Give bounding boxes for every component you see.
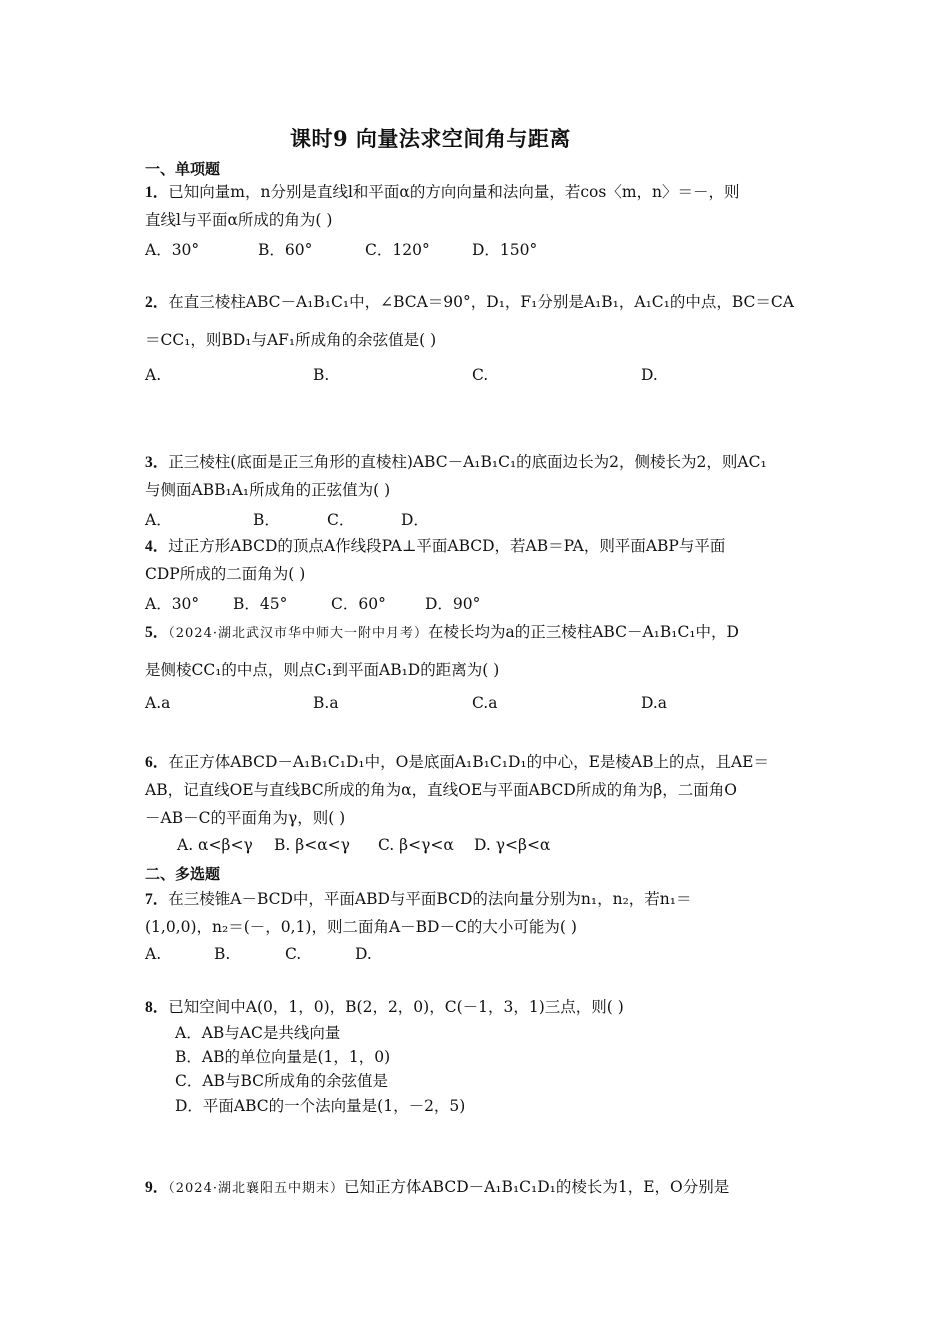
q7-option-d: D.	[355, 945, 372, 963]
question-6-line-3: －AB－C的平面角为γ，则( )	[145, 809, 346, 827]
question-5-line-1	[145, 622, 739, 644]
question-5-text: 在棱长均为a的正三棱柱ABC－A₁B₁C₁中，D	[427, 623, 739, 641]
q4-option-c: C．60°	[331, 595, 386, 613]
question-7-line-2: (1,0,0)，n₂＝(－，0,1)，则二面角A－BD－C的大小可能为( )	[145, 918, 577, 936]
question-3-text: 正三棱柱(底面是正三角形的直棱柱)ABC－A₁B₁C₁的底面边长为2，侧棱长为2，则AC₁	[168, 453, 767, 471]
q8-option-a: A．AB与AC是共线向量	[175, 1024, 341, 1042]
question-3-line-2: 与侧面ABB₁A₁所成角的正弦值为( )	[145, 481, 391, 499]
question-7-line-1	[145, 889, 692, 910]
question-4-line-1	[145, 536, 725, 557]
question-1-text: 已知向量m，n分别是直线l和平面α的方向向量和法向量，若cos〈m，n〉＝－，则	[168, 183, 740, 201]
question-5-source: （2024·湖北武汉市华中师大一附中月考）	[168, 626, 428, 641]
question-6-number: 6．	[145, 754, 169, 771]
q8-option-c: C．AB与BC所成角的余弦值是	[175, 1072, 388, 1090]
page-title: 课时9 向量法求空间角与距离	[290, 126, 571, 151]
question-5-line-2: 是侧棱CC₁的中点，则点C₁到平面AB₁D的距离为( )	[145, 661, 500, 679]
question-2-text: 在直三棱柱ABC－A₁B₁C₁中，∠BCA＝90°，D₁，F₁分别是A₁B₁，A₁C₁的中点，BC＝CA	[168, 293, 794, 311]
q5-option-a: A.a	[145, 694, 171, 712]
question-6-line-1	[145, 752, 769, 773]
q3-option-a: A．	[145, 511, 172, 529]
question-9-line-1	[145, 1177, 729, 1199]
question-4-number: 4．	[145, 538, 169, 555]
q4-option-d: D．90°	[425, 595, 481, 613]
question-1-number: 1．	[145, 184, 169, 201]
q6-option-d: D. γ<β<α	[474, 836, 551, 854]
q6-option-a: A. α<β<γ	[177, 836, 253, 854]
q1-option-b: B．60°	[258, 241, 313, 259]
q1-option-c: C．120°	[365, 241, 430, 259]
question-2-line-1	[145, 292, 794, 313]
q3-option-d: D．	[401, 511, 429, 529]
question-2-line-2: ＝CC₁，则BD₁与AF₁所成角的余弦值是( )	[145, 331, 437, 349]
question-3-number: 3．	[145, 454, 169, 471]
q7-option-c: C.	[285, 945, 302, 963]
question-6-text: 在正方体ABCD－A₁B₁C₁D₁中，O是底面A₁B₁C₁D₁的中心，E是棱AB上的点，且AE＝	[168, 753, 769, 771]
q5-option-b: B.a	[313, 694, 339, 712]
q5-option-c: C.a	[472, 694, 498, 712]
q8-option-d: D．平面ABC的一个法向量是(1，－2，5)	[175, 1097, 466, 1115]
question-8-line-1	[145, 997, 624, 1018]
question-9-text: 已知正方体ABCD－A₁B₁C₁D₁的棱长为1，E，O分别是	[343, 1178, 730, 1196]
question-8-text: 已知空间中A(0，1，0)，B(2，2，0)，C(－1，3，1)三点，则( )	[168, 998, 624, 1016]
q8-option-b: B．AB的单位向量是(1，1，0)	[175, 1048, 391, 1066]
q7-option-b: B.	[214, 945, 231, 963]
question-7-text: 在三棱锥A－BCD中，平面ABD与平面BCD的法向量分别为n₁，n₂，若n₁＝	[168, 890, 692, 908]
q1-option-d: D．150°	[472, 241, 538, 259]
question-3-line-1	[145, 452, 767, 473]
question-1-line-1	[145, 182, 740, 203]
question-9-number: 9．	[145, 1179, 169, 1196]
question-6-line-2: AB，记直线OE与直线BC所成的角为α，直线OE与平面ABCD所成的角为β，二面角O	[145, 781, 737, 799]
question-7-number: 7．	[145, 891, 169, 908]
q6-option-c: C. β<γ<α	[378, 836, 454, 854]
q6-option-b: B. β<α<γ	[274, 836, 350, 854]
question-9-source: （2024·湖北襄阳五中期末）	[168, 1181, 344, 1196]
question-2-number: 2．	[145, 294, 169, 311]
q2-option-a: A.	[145, 366, 162, 384]
question-8-number: 8．	[145, 999, 169, 1016]
question-1-line-2: 直线l与平面α所成的角为( )	[145, 211, 333, 229]
q1-option-a: A．30°	[145, 241, 200, 259]
q3-option-c: C．	[327, 511, 355, 529]
q3-option-b: B．	[253, 511, 280, 529]
q4-option-a: A．30°	[145, 595, 200, 613]
q7-option-a: A.	[145, 945, 162, 963]
section-heading-multi: 二、多选题	[145, 865, 221, 883]
q2-option-c: C.	[472, 366, 489, 384]
q5-option-d: D.a	[641, 694, 668, 712]
section-heading-single: 一、单项题	[145, 160, 221, 178]
q2-option-d: D.	[641, 366, 658, 384]
question-5-number: 5．	[145, 624, 169, 641]
question-4-text: 过正方形ABCD的顶点A作线段PA⊥平面ABCD，若AB＝PA，则平面ABP与平面	[168, 537, 726, 555]
q2-option-b: B.	[313, 366, 330, 384]
q4-option-b: B．45°	[233, 595, 288, 613]
question-4-line-2: CDP所成的二面角为( )	[145, 565, 306, 583]
